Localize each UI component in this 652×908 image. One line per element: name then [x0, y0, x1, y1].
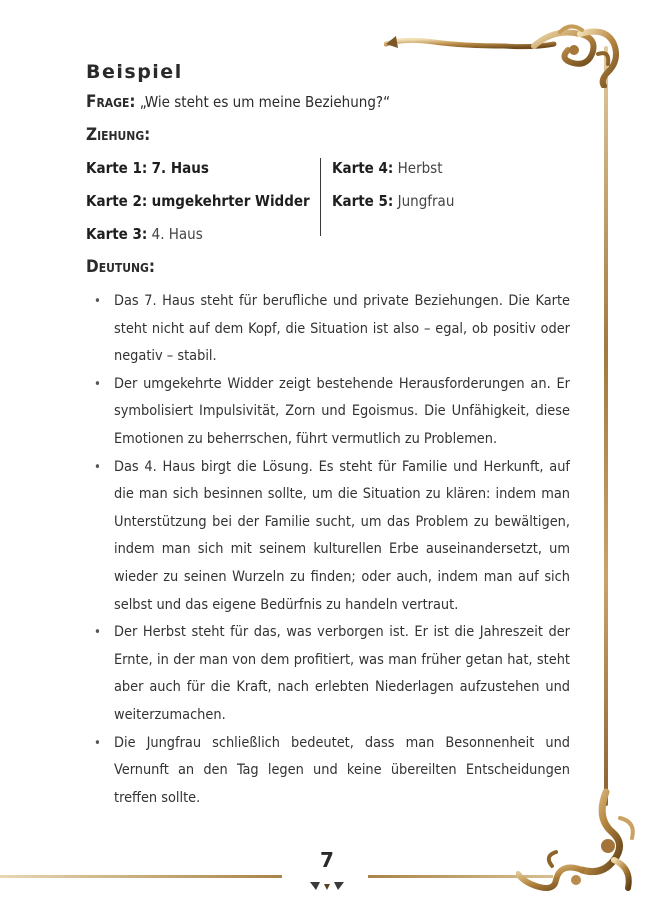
- question-text: „Wie steht es um meine Beziehung?“: [139, 93, 391, 111]
- card-column-right: [332, 152, 454, 218]
- card-column-divider: [320, 158, 321, 236]
- draw-heading: [86, 119, 570, 152]
- bullet-icon: •: [94, 459, 101, 475]
- card-value: 7. Haus: [151, 159, 209, 177]
- list-item-text: Die Jungfrau schließlich bedeutet, dass man Besonnenheit und Vernunft an den Tag legen und keine übereilten Entscheidungen treffen sollte.: [114, 734, 570, 806]
- interpretation-heading: [86, 251, 570, 284]
- list-item-text: Der Herbst steht für das, was verborgen ist. Er ist die Jahreszeit der Ernte, in der man von dem profitiert, was man früher getan hat, steht aber auch für die Kraft, nach erlebten Niederlagen aufzustehen und weiterzumachen.: [114, 624, 570, 723]
- list-item: [86, 730, 570, 813]
- card-value: 4. Haus: [151, 225, 203, 243]
- card-line: [86, 152, 326, 185]
- list-item: [86, 619, 570, 729]
- card-line: [332, 185, 454, 218]
- list-item: [86, 371, 570, 454]
- card-key: Karte 1:: [86, 159, 148, 177]
- list-item-text: Das 4. Haus birgt die Lösung. Es steht für Familie und Herkunft, auf die man sich besinnen sollte, um die Situation zu klären: indem man Unterstützung bei der Familie sucht, um das Problem zu bewältigen, indem man sich mit seinem kulturellen Erbe auseinandersetzt, um wieder zu seinen Wurzeln zu finden; oder auch, indem man auf sich selbst und das eigene Bedürfnis zu handeln vertraut.: [114, 458, 570, 613]
- card-value: Jungfrau: [397, 192, 455, 210]
- card-key: Karte 3:: [86, 225, 148, 243]
- card-key: Karte 4:: [332, 159, 394, 177]
- bullet-icon: •: [94, 735, 101, 751]
- example-section: [86, 58, 570, 812]
- card-line: [86, 185, 326, 218]
- page-frame-bottom-left: [0, 875, 282, 878]
- card-value: Herbst: [397, 159, 443, 177]
- bullet-icon: •: [94, 625, 101, 641]
- card-line: [86, 218, 326, 251]
- list-item-text: Das 7. Haus steht für berufliche und private Beziehungen. Die Karte steht nicht auf dem Kopf, die Situation ist also – egal, ob positiv oder negativ – stabil.: [114, 293, 570, 365]
- list-item-text: Der umgekehrte Widder zeigt bestehende Herausforderungen an. Er symbolisiert Impulsivität, Zorn und Egoismus. Die Unfähigkeit, diese Emotionen zu beherrschen, führt vermutlich zu Problemen.: [114, 375, 570, 447]
- section-title: Beispiel: [86, 61, 183, 83]
- card-key: Karte 5:: [332, 192, 394, 210]
- question-line: [86, 86, 570, 119]
- list-item: [86, 288, 570, 371]
- page-frame-right: [604, 46, 608, 806]
- bullet-icon: •: [94, 376, 101, 392]
- card-value: umgekehrter Widder: [151, 192, 310, 210]
- bullet-icon: •: [94, 294, 101, 309]
- interpretation-label: Deutung:: [86, 257, 155, 277]
- interpretation-list: [86, 288, 570, 812]
- page-number: 7: [320, 848, 334, 872]
- card-column-left: [86, 152, 326, 251]
- card-key: Karte 2:: [86, 192, 148, 210]
- card-spread: [86, 152, 570, 251]
- list-item: [86, 454, 570, 620]
- question-label: Frage:: [86, 92, 136, 112]
- draw-label: Ziehung:: [86, 125, 151, 145]
- card-line: [332, 152, 454, 185]
- page-number-ornament-icon: [308, 878, 346, 892]
